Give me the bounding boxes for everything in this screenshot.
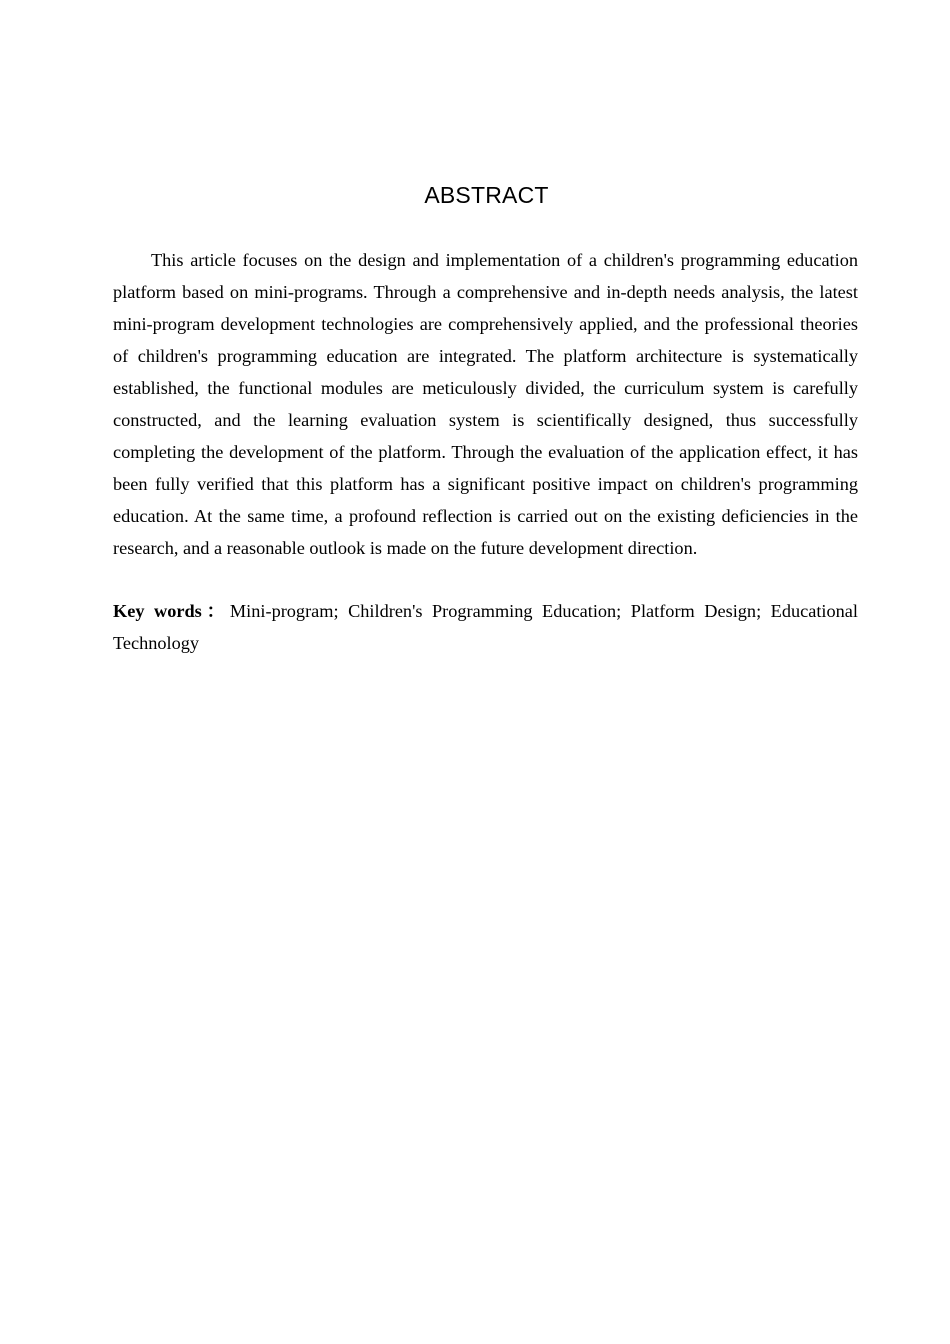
keywords-text: Mini-program; Children's Programming Education; Platform Design; Educational Technology xyxy=(113,601,858,653)
keywords-label: Key words： xyxy=(113,601,230,621)
abstract-title: ABSTRACT xyxy=(424,182,549,208)
keywords-line xyxy=(113,595,858,659)
abstract-paragraph: This article focuses on the design and implementation of a children's programming education platform based on mini-programs. Through a comprehensive and in-depth needs analysis, the latest mini-program development technologies are comprehensively applied, and the professional theories of children's programming education are integrated. The platform architecture is systematically established, the functional modules are meticulously divided, the curriculum system is carefully constructed, and the learning evaluation system is scientifically designed, thus successfully completing the development of the platform. Through the evaluation of the application effect, it has been fully verified that this platform has a significant positive impact on children's programming education. At the same time, a profound reflection is carried out on the existing deficiencies in the research, and a reasonable outlook is made on the future development direction. xyxy=(113,250,858,558)
